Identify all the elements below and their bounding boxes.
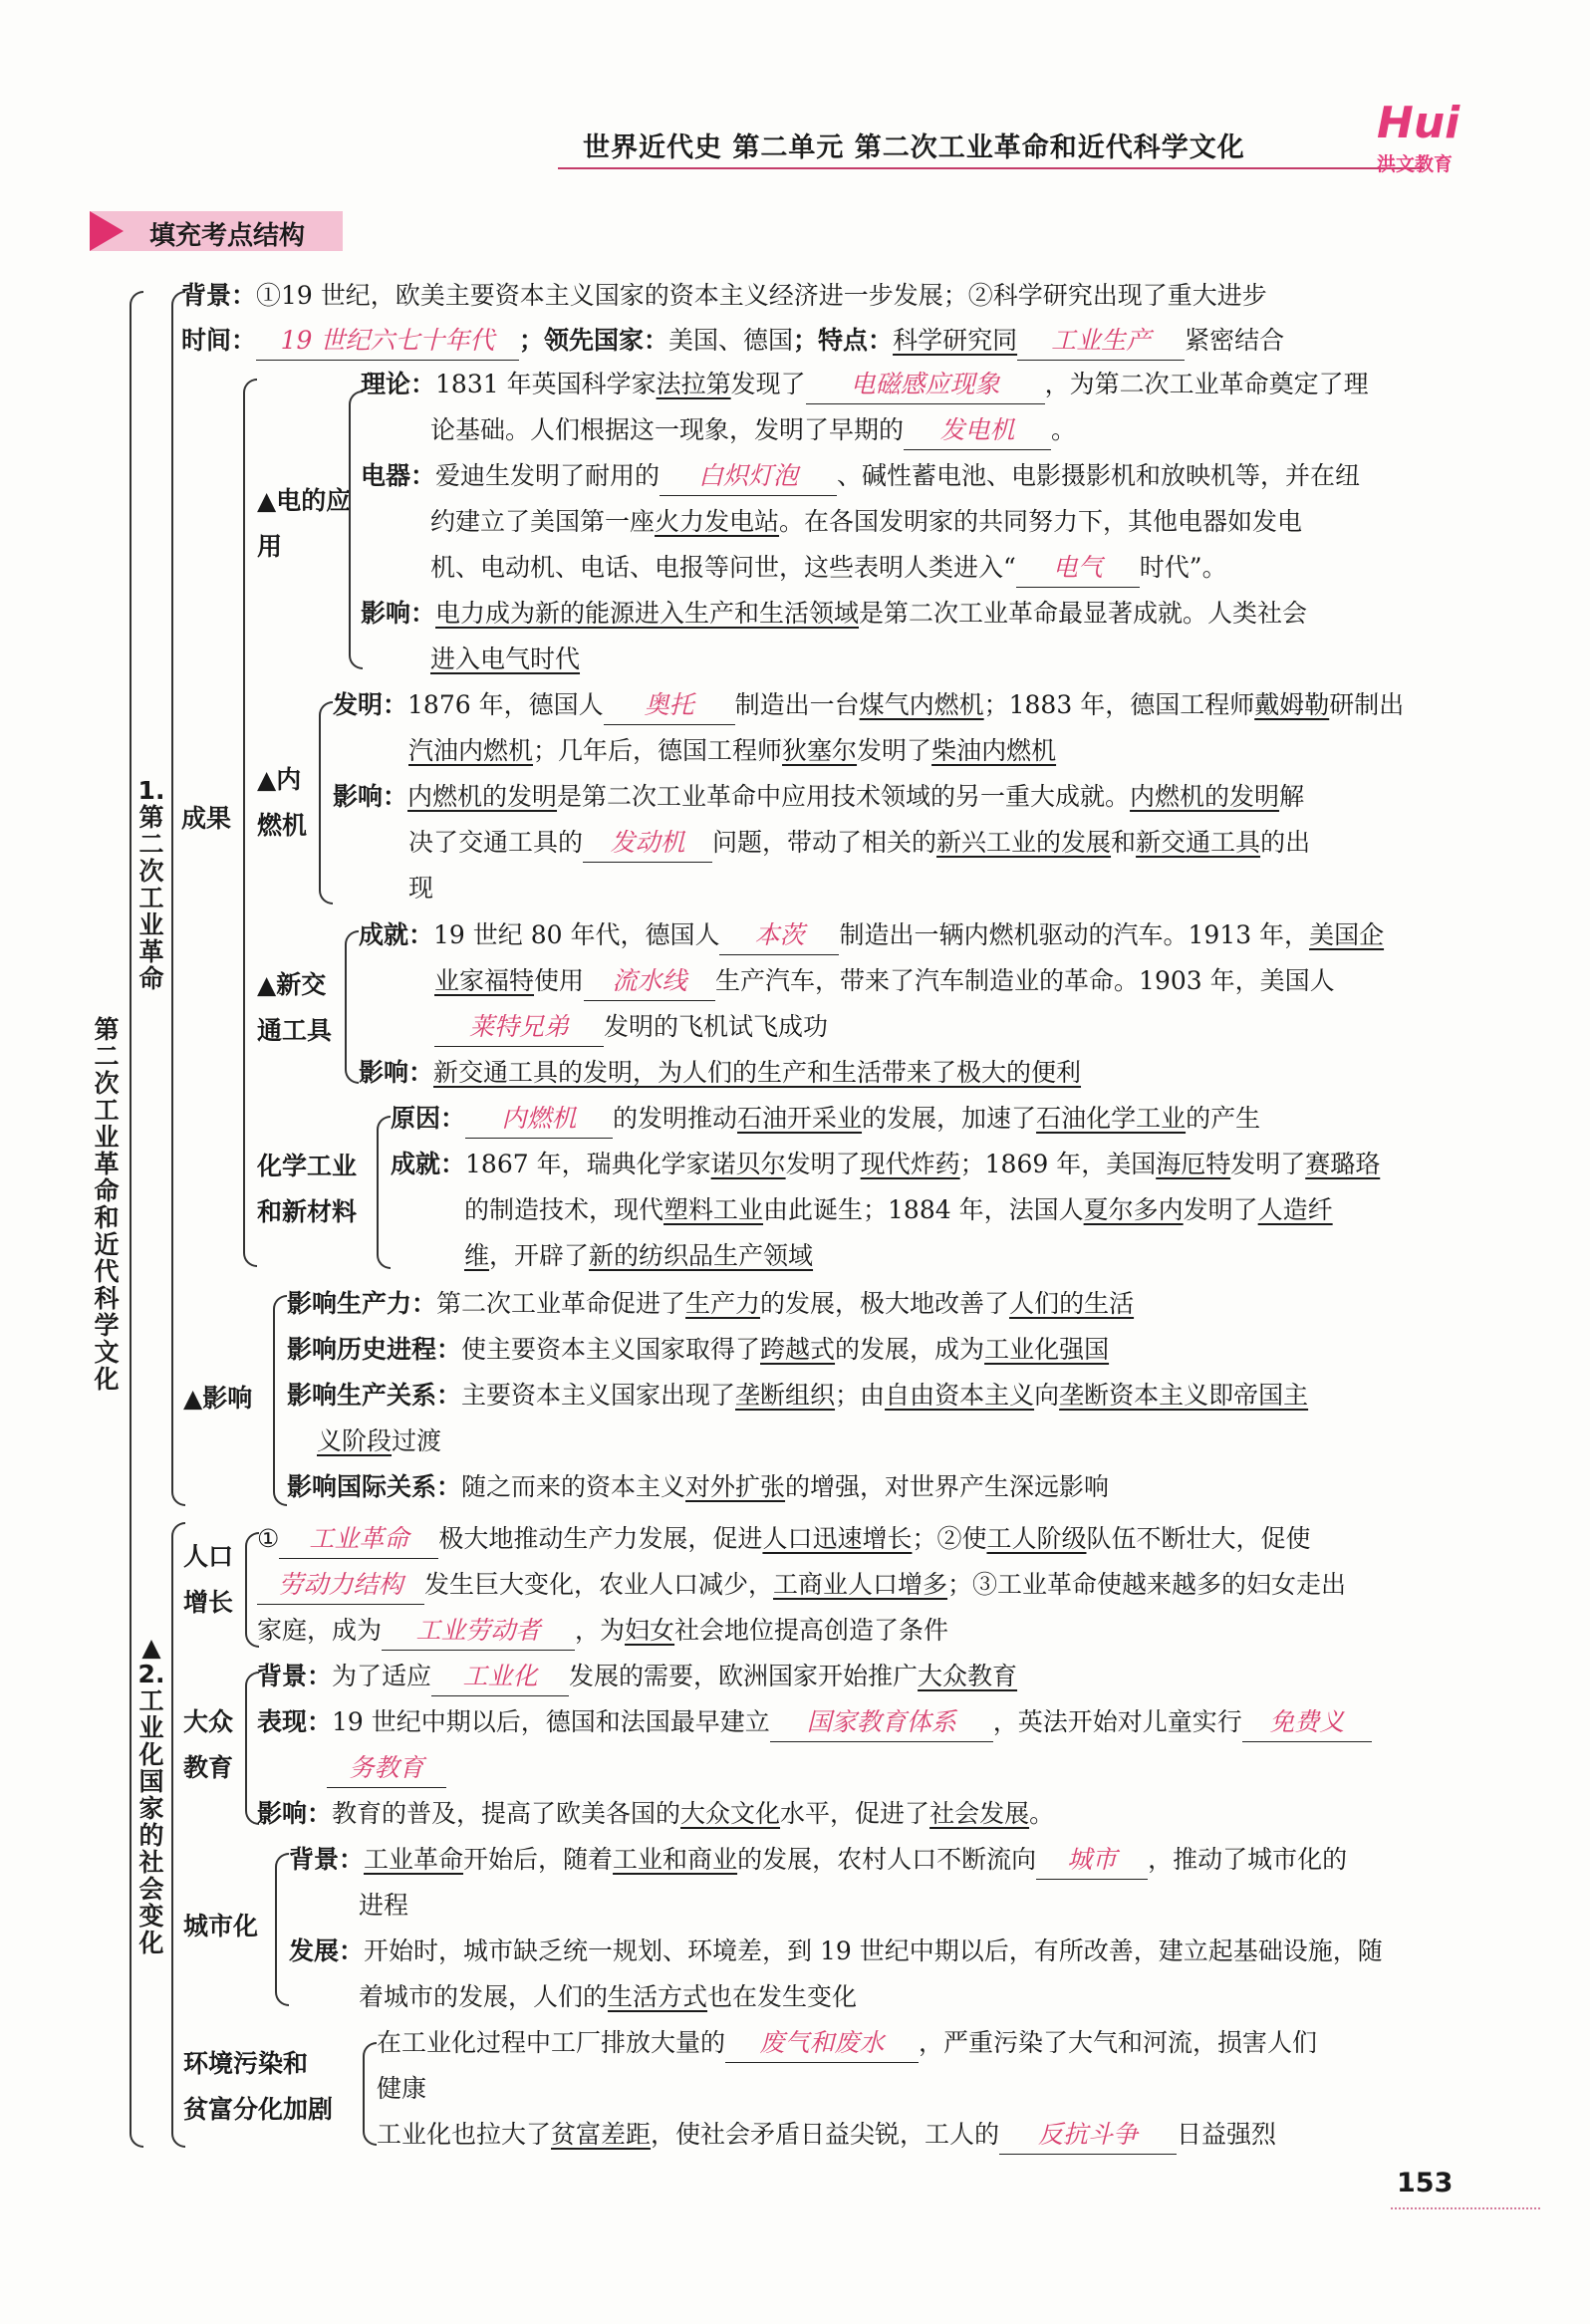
education-label: 大众教育	[183, 1707, 234, 1782]
influence-brace	[273, 1295, 287, 1506]
environment-line2: 健康	[377, 2074, 427, 2103]
transport-brace	[345, 930, 359, 1084]
results-brace	[243, 379, 257, 1267]
environment-line3: 工业化也拉大了贫富差距，使社会矛盾日益尖锐，工人的 反抗斗争 日益强烈	[377, 2113, 1276, 2157]
electric-label: ▲电的应用	[257, 486, 352, 561]
urbanization-development-cont: 着城市的发展，人们的生活方式也在发生变化	[359, 1982, 858, 2011]
section-title: 填充考点结构	[149, 221, 306, 251]
results-label: 成果	[181, 804, 232, 833]
influence-international: 影响国际关系：随之而来的资本主义对外扩张的增强，对世界产生深远影响	[287, 1472, 1110, 1501]
transport-achievement: 成就：19 世纪 80 年代，德国人 本茨 制造出一辆内燃机驱动的汽车。1913 年，美国企	[359, 913, 1384, 957]
engine-invention: 发明：1876 年，德国人 奥托 制造出一台煤气内燃机；1883 年，德国工程师戴姆勒研制出	[333, 683, 1404, 727]
influence-relations: 影响生产关系：主要资本主义国家出现了垄断组织；由自由资本主义向垄断资本主义即帝国主	[287, 1381, 1309, 1410]
electric-device-cont: 约建立了美国第一座火力发电站。在各国发明家的共同努力下，其他电器如发电	[430, 507, 1303, 536]
page-header-title: 世界近代史 第二单元 第二次工业革命和近代科学文化	[583, 132, 1245, 163]
engine-impact-cont: 决了交通工具的 发动机 问题，带动了相关的新兴工业的发展和新交通工具的出	[408, 821, 1310, 865]
engine-label: ▲内燃机	[257, 765, 308, 840]
chem-cause: 原因： 内燃机 的发明推动石油开采业的发展，加速了石油化学工业的产生	[391, 1097, 1260, 1141]
environment-line1: 在工业化过程中工厂排放大量的 废气和废水 ，严重污染了大气和河流，损害人们	[377, 2021, 1317, 2065]
electric-impact: 影响：电力成为新的能源进入生产和生活领域是第二次工业革命最显著成就。人类社会	[361, 599, 1308, 628]
population-line1: ① 工业革命 极大地推动生产力发展，促进人口迅速增长；②使工人阶级队伍不断壮大，促使	[257, 1517, 1311, 1561]
urbanization-development: 发展：开始时，城市缺乏统一规划、环境差，到 19 世纪中期以后，有所改善，建立起基础设施，随	[289, 1937, 1383, 1965]
page-number: 153	[1397, 2168, 1454, 2198]
influence-relations-cont: 义阶段过渡	[317, 1426, 442, 1455]
engine-invention-cont: 汽油内燃机；几年后，德国工程师狄塞尔发明了柴油内燃机	[408, 736, 1057, 765]
publisher-logo: Hui	[1377, 98, 1460, 148]
transport-impact: 影响：新交通工具的发明，为人们的生产和生活带来了极大的便利	[359, 1058, 1082, 1087]
part2-label: ▲ 2. 工业化国家的社会变化	[137, 1633, 165, 1957]
transport-label: ▲新交通工具	[257, 970, 333, 1045]
electric-impact-cont: 进入电气时代	[430, 645, 581, 673]
education-background: 背景：为了适应 工业化 发展的需要，欧洲国家开始推广大众教育	[257, 1655, 1017, 1698]
engine-brace	[319, 701, 333, 904]
publisher-logo-subtitle: 洪文教育	[1377, 153, 1454, 175]
influence-productivity: 影响生产力：第二次工业革命促进了生产力的发展，极大地改善了人们的生活	[287, 1289, 1135, 1318]
chem-achievement-cont: 的制造技术，现代塑料工业由此诞生；1884 年，法国人夏尔多内发明了人造纤	[464, 1195, 1333, 1224]
chem-label: 化学工业和新材料	[257, 1152, 358, 1226]
electric-device-cont2: 机、电动机、电话、电报等问世，这些表明人类进入“ 电气 时代”。	[430, 546, 1227, 590]
engine-impact-cont2: 现	[408, 874, 434, 903]
urbanization-label: 城市化	[183, 1912, 259, 1940]
population-label: 人口增长	[183, 1542, 234, 1617]
environment-label-2: 贫富分化加剧	[183, 2095, 334, 2124]
part1-brace	[171, 291, 185, 1506]
education-impact: 影响：教育的普及，提高了欧美各国的大众文化水平，促进了社会发展。	[257, 1799, 1055, 1828]
electric-theory: 理论：1831 年英国科学家法拉第发现了 电磁感应现象 ，为第二次工业革命奠定了理	[361, 363, 1369, 406]
transport-achievement-cont2: 莱特兄弟 发明的飞机试飞成功	[434, 1005, 828, 1049]
population-line2: 劳动力结构 发生巨大变化，农业人口减少，工商业人口增多；③工业革命使越来越多的妇女走出	[257, 1563, 1346, 1607]
urbanization-background-cont: 进程	[359, 1891, 409, 1920]
chem-brace	[377, 1116, 391, 1269]
education-performance-cont: 务教育	[327, 1746, 446, 1790]
section-arrow-icon	[90, 211, 124, 251]
influence-label: ▲影响	[183, 1384, 253, 1413]
electric-theory-cont: 论基础。人们根据这一现象，发明了早期的 发电机 。	[430, 408, 1076, 452]
influence-history: 影响历史进程：使主要资本主义国家取得了跨越式的发展，成为工业化强国	[287, 1335, 1110, 1364]
root-label: 第二次工业革命和近代科学文化	[94, 1015, 120, 1394]
engine-impact: 影响：内燃机的发明是第二次工业革命中应用技术领域的另一重大成就。内燃机的发明解	[333, 782, 1305, 811]
transport-achievement-cont: 业家福特使用 流水线 生产汽车，带来了汽车制造业的革命。1903 年，美国人	[434, 959, 1335, 1003]
population-line3: 家庭，成为 工业劳动者 ，为妇女社会地位提高创造了条件	[257, 1609, 948, 1653]
part1-background: 背景：①19 世纪，欧美主要资本主义国家的资本主义经济进一步发展；②科学研究出现了重大进步	[181, 281, 1267, 310]
part1-label: 1. 第二次工业革命	[137, 776, 165, 993]
electric-device: 电器：爱迪生发明了耐用的 白炽灯泡 、碱性蓄电池、电影摄影机和放映机等，并在纽	[361, 454, 1360, 498]
environment-brace	[363, 2042, 377, 2146]
part1-time: 时间： 19 世纪六七十年代 ；领先国家：美国、德国；特点：科学研究同 工业生产 紧密结合	[181, 319, 1284, 363]
chem-achievement-cont2: 维，开辟了新的纺织品生产领域	[464, 1241, 814, 1270]
chem-achievement: 成就：1867 年，瑞典化学家诺贝尔发明了现代炸药；1869 年，美国海厄特发明了赛璐珞	[391, 1150, 1381, 1178]
urbanization-background: 背景：工业革命开始后，随着工业和商业的发展，农村人口不断流向 城市 ，推动了城市化的	[289, 1838, 1347, 1882]
environment-label-1: 环境污染和	[183, 2049, 309, 2078]
urbanization-brace	[275, 1853, 289, 2006]
education-performance: 表现：19 世纪中期以后，德国和法国最早建立 国家教育体系 ，英法开始对儿童实行 免费义	[257, 1700, 1372, 1744]
page-number-rule	[1391, 2207, 1540, 2209]
header-rule	[558, 167, 1425, 169]
